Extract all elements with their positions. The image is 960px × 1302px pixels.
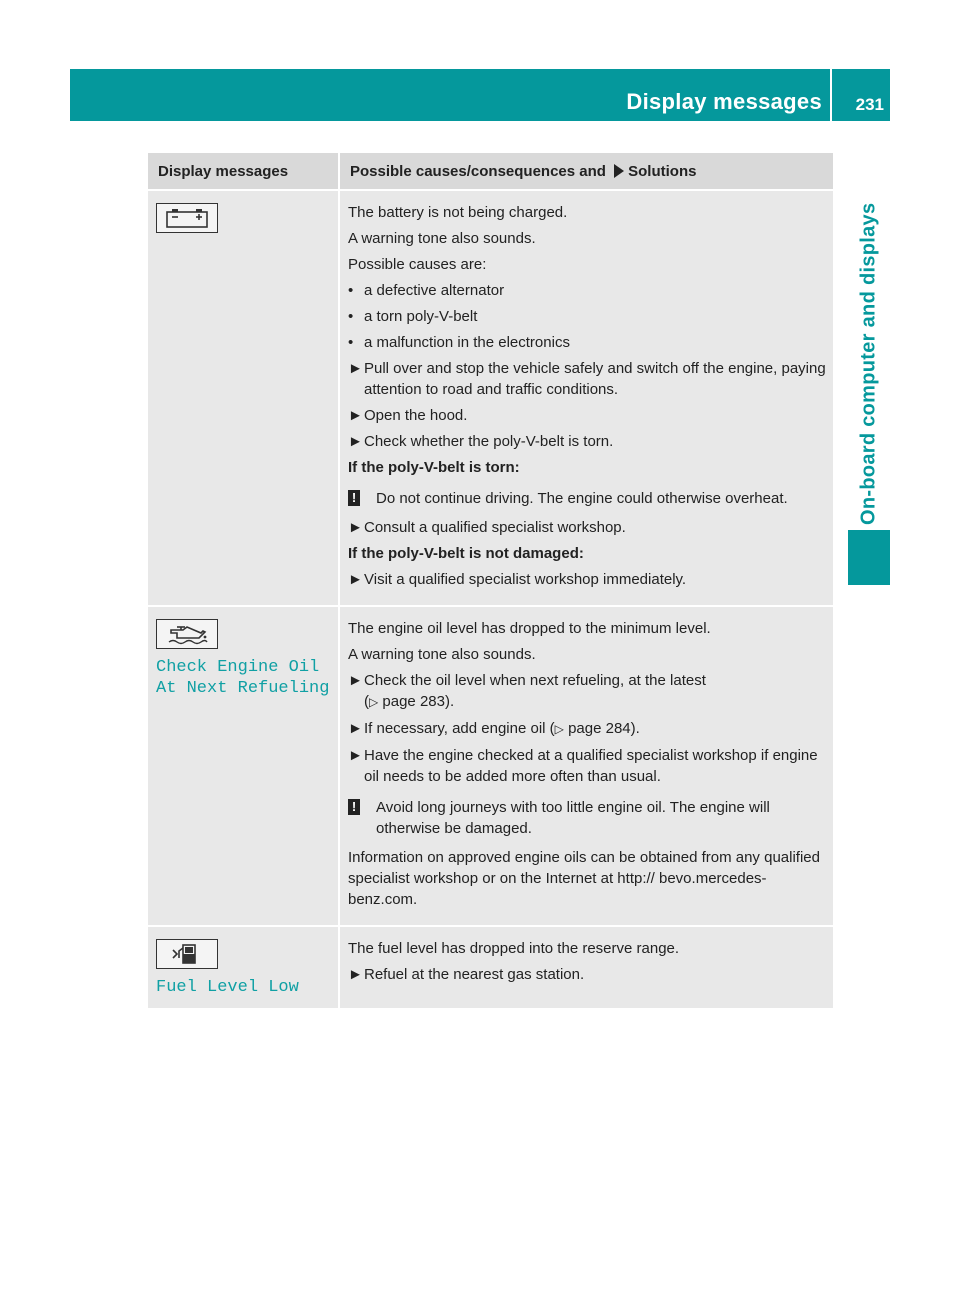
side-tab-label: On-board computer and displays — [857, 202, 880, 525]
display-message-line1: Check Engine Oil — [156, 658, 320, 677]
action-step — [348, 718, 829, 740]
action-step — [348, 569, 829, 590]
list-item-text: a malfunction in the electronics — [364, 334, 570, 351]
display-message-line2: At Next Refueling — [156, 679, 330, 698]
display-message-cell — [148, 607, 340, 927]
text-line: The battery is not being charged. — [348, 204, 568, 221]
action-step — [348, 517, 829, 538]
action-step-text: Open the hood. — [364, 407, 468, 424]
action-arrow-icon: ► — [348, 433, 363, 450]
table-header-row — [148, 153, 833, 191]
warning-icon: ! — [348, 799, 360, 815]
col-header-solutions-text: Solutions — [628, 163, 697, 180]
page-title: Display messages — [626, 89, 822, 114]
page-reference: page 284). — [568, 720, 640, 737]
action-arrow-icon: ► — [348, 672, 363, 689]
text-line: Possible causes are: — [348, 256, 487, 273]
action-step-text: Visit a qualified specialist workshop immediately. — [364, 571, 687, 588]
warning-note — [348, 797, 829, 839]
action-arrow-icon: ► — [348, 966, 363, 983]
warning-note — [348, 488, 829, 509]
page-ref-icon: ▷ — [369, 695, 379, 709]
fuel-pump-icon — [156, 939, 218, 969]
warning-icon: ! — [348, 490, 360, 506]
text-line: Information on approved engine oils can be obtained from any qualified specialist workshop or on the Internet at http:// bevo.mercedes-benz.com. — [348, 849, 820, 908]
action-arrow-icon: ► — [348, 747, 363, 764]
col-header-causes-text: Possible causes/consequences and — [350, 163, 606, 180]
action-step-text: Consult a qualified specialist workshop. — [364, 519, 626, 536]
condition-heading: If the poly-V-belt is not damaged: — [348, 545, 584, 562]
action-step — [348, 964, 829, 985]
list-item-text: a torn poly-V-belt — [364, 308, 478, 325]
action-arrow-icon: ► — [348, 519, 363, 536]
action-step-text: Pull over and stop the vehicle safely and switch off the engine, paying attention to road and traffic conditions. — [364, 360, 826, 398]
oil-can-icon — [156, 619, 218, 649]
list-item — [348, 280, 829, 301]
display-message-line1: Fuel Level Low — [156, 978, 299, 997]
display-message-cell — [148, 927, 340, 1010]
bullet-icon: • — [348, 334, 354, 351]
action-step-text: Have the engine checked at a qualified specialist workshop if engine oil needs to be added more often than usual. — [364, 747, 818, 785]
page-ref-icon: ▷ — [554, 722, 564, 736]
action-arrow-icon: ► — [348, 571, 363, 588]
warning-text: Do not continue driving. The engine could otherwise overheat. — [376, 490, 788, 507]
action-arrow-icon: ► — [348, 360, 363, 377]
action-step-text: Check whether the poly-V-belt is torn. — [364, 433, 614, 450]
side-tab-block — [848, 530, 890, 585]
action-arrow-icon: ► — [348, 720, 363, 737]
action-step-text: Refuel at the nearest gas station. — [364, 966, 585, 983]
action-step-text: Check the oil level when next refueling, at the latest — [364, 672, 706, 689]
display-message-cell — [148, 191, 340, 607]
bullet-icon: • — [348, 282, 354, 299]
page-header-bar — [70, 69, 890, 121]
col-header-display-messages: Display messages — [148, 153, 340, 191]
action-step — [348, 431, 829, 452]
page-number: 231 — [855, 95, 884, 114]
action-step-text: If necessary, add engine oil ( — [364, 720, 555, 737]
action-step — [348, 745, 829, 787]
action-step — [348, 358, 829, 400]
text-line: A warning tone also sounds. — [348, 646, 536, 663]
solution-cell — [340, 191, 833, 607]
col-header-causes — [340, 153, 833, 191]
list-item — [348, 306, 829, 327]
list-item-text: a defective alternator — [364, 282, 505, 299]
header-divider — [830, 69, 832, 121]
action-arrow-icon: ► — [348, 407, 363, 424]
action-arrow-icon — [614, 164, 624, 178]
bullet-icon: • — [348, 308, 354, 325]
page-reference: page 283). — [382, 693, 455, 710]
solution-cell — [340, 927, 833, 1010]
table-row — [148, 191, 833, 607]
action-step: ► Check the oil level when next refueling, at the latest (▷ page 283). — [348, 672, 706, 710]
display-messages-table — [148, 153, 833, 1010]
text-line: The engine oil level has dropped to the minimum level. — [348, 620, 711, 637]
condition-heading: If the poly-V-belt is torn: — [348, 459, 520, 476]
solution-cell — [340, 607, 833, 927]
action-step — [348, 405, 829, 426]
text-line: A warning tone also sounds. — [348, 230, 536, 247]
warning-text: Avoid long journeys with too little engine oil. The engine will otherwise be damaged. — [376, 799, 770, 837]
battery-icon — [156, 203, 218, 233]
text-line: The fuel level has dropped into the reserve range. — [348, 940, 680, 957]
table-row — [148, 607, 833, 927]
table-row — [148, 927, 833, 1010]
list-item — [348, 332, 829, 353]
